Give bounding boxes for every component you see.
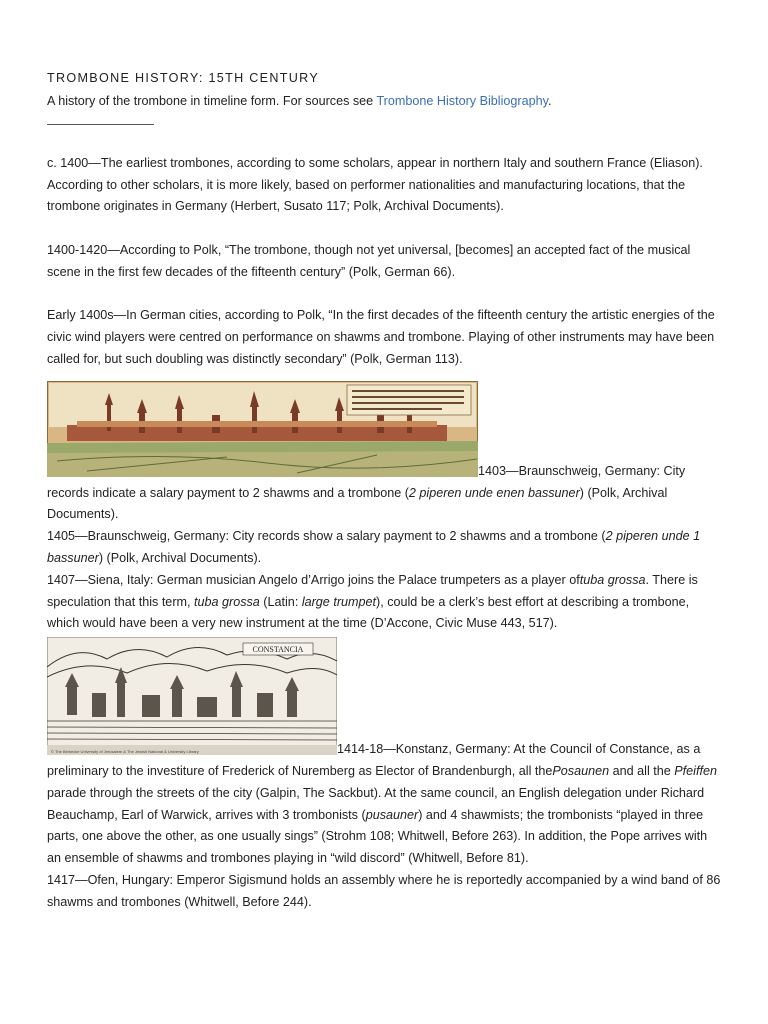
entry-1414-end: ) and 4 shawmists; the trombonists “played in three parts, one above the other, as one usually sings” (Strohm 108; Whitwell, Before 263). In addition, the Pope arrives with an ensemble of shawms and trombones playing in “wild discord” (Whitwell, Before 81).: [47, 807, 708, 866]
konstanz-woodcut-image: [47, 637, 337, 755]
entry-1414-italic-3: pusauner: [365, 807, 419, 822]
entry-1407-end: ), could be a clerk’s best effort at describing a trombone, which would have been a very new instrument at the time (D’Accone, Civic Muse 443, 517).: [47, 594, 690, 631]
article: [47, 60, 723, 914]
entry-1407-text-3: (Latin:: [259, 594, 302, 609]
entry-1403-italic: 2 piperen unde enen bassuner: [408, 485, 580, 500]
entry-1407: [47, 570, 723, 635]
entry-c1400: c. 1400—The earliest trombones, according to some scholars, appear in northern Italy and southern France (Eliason). According to other scholars, it is more likely, based on performer nationalities and manufacturing locations, that the trombone originates in Germany (Herbert, Susato 117; Polk, Archival Documents).: [47, 155, 703, 214]
entry-1405-text: 1405—Braunschweig, Germany: City records show a salary payment to 2 shawms and a trombone (: [47, 529, 606, 544]
entry-1417: 1417—Ofen, Hungary: Emperor Sigismund holds an assembly where he is reportedly accompanied by a wind band of 86 shawms and trombones (Whitwell, Before 244).: [47, 872, 721, 909]
entry-1414-text: 1414-18—Konstanz, Germany: At the Council of Constance, as a preliminary to the investiture of Frederick of Nuremberg as Elector of Brandenburgh, all the: [47, 742, 701, 778]
entry-1407-italic-3: large trumpet: [301, 594, 377, 609]
intro-text: A history of the trombone in timeline form. For sources see: [47, 94, 377, 108]
entry-1405-italic: 2 piperen unde 1 bassuner: [47, 529, 701, 565]
entry-1403-end: ) (Polk, Archival Documents).: [47, 485, 668, 522]
intro-after: .: [547, 94, 552, 108]
entry-1414-italic-2: Pfeiffen: [674, 763, 717, 778]
entry-1405: [47, 526, 723, 570]
intro-paragraph: [47, 91, 723, 113]
entry-1407-text: 1407—Siena, Italy: German musician Angelo d’Arrigo joins the Palace trumpeters as a player of: [47, 572, 580, 587]
entry-1407-italic-1: tuba grossa: [579, 572, 646, 587]
entry-1405-end: ) (Polk, Archival Documents).: [98, 550, 262, 565]
konstanz-caption: CONSTANCIA: [252, 645, 304, 655]
braunschweig-engraving-image: [47, 381, 478, 477]
entry-1414-text-2: and all the: [609, 763, 675, 778]
entry-1403-text: 1403—Braunschweig, Germany: City records indicate a salary payment to 2 shawms and a trombone (: [47, 463, 686, 500]
entry-early-1400s: Early 1400s—In German cities, according to Polk, “In the first decades of the fifteenth century the artistic energies of the civic wind players were centred on performance on shawms and trombone. Playing of other instruments may have been called for, but such doubling was distinctly secondary” (Polk, German 113).: [47, 308, 715, 366]
entry-1407-text-2: . There is speculation that this term,: [47, 572, 698, 609]
page-title: TROMBONE HISTORY: 15TH CENTURY: [47, 71, 320, 85]
entry-1414-italic-1: Posaunen: [552, 763, 610, 778]
konstanz-credit: © The Beinecke University of Jerusalem & The Jewish National & University Library: [51, 749, 199, 755]
entry-1407-italic-2: tuba grossa: [194, 594, 260, 609]
entry-1400-1420: 1400-1420—According to Polk, “The trombone, though not yet universal, [becomes] an accepted fact of the musical scene in the first few decades of the fifteenth century” (Polk, German 66).: [47, 242, 691, 279]
bibliography-link[interactable]: Trombone History Bibliography: [376, 94, 548, 108]
entry-1414-text-3: parade through the streets of the city (Galpin, The Sackbut). At the same council, an English delegation under Richard Beauchamp, Earl of Warwick, arrives with 3 trombonists (: [47, 785, 705, 822]
